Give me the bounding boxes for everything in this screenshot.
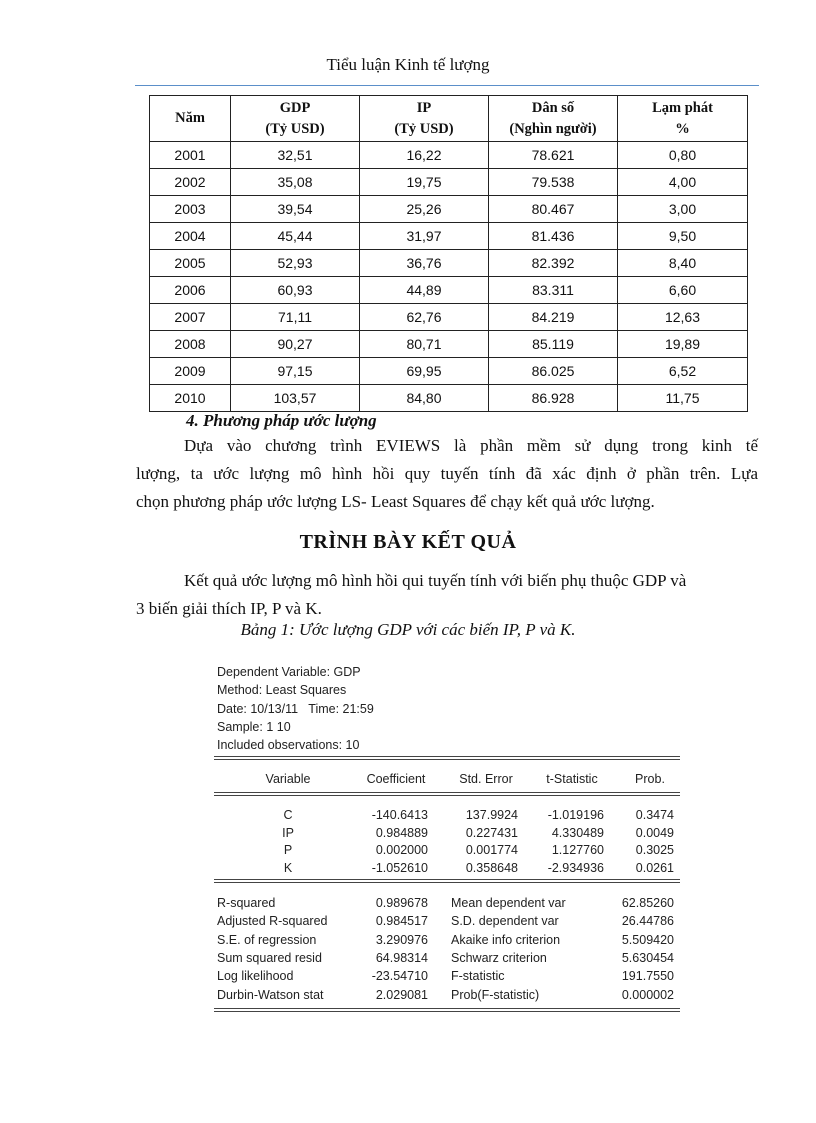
paragraph-line [136,488,758,516]
table-row [150,331,748,358]
cell-population: 85.119 [489,331,618,358]
summary-stat-row [0,894,816,912]
coef-col-header: Variable [265,772,311,786]
table-row [150,196,748,223]
table-row [150,223,748,250]
meta-line: Method: Least Squares [217,683,347,698]
col-header-label: Năm [175,110,205,126]
coefficient-row [0,859,816,877]
cell-gdp: 32,51 [231,142,360,169]
stat-value: 191.7550 [621,969,674,984]
stat-label: Akaike info criterion [451,932,561,947]
stat-value: 0.984517 [375,914,428,929]
line-text: Kết quả ước lượng mô hình hồi qui tuyến tính với biến phụ thuộc GDP và [184,571,687,590]
paragraph-line [136,432,758,460]
summary-stat-row [0,967,816,985]
cell-gdp: 90,27 [231,331,360,358]
paragraph-line [136,595,758,623]
coef-col-header: Coefficient [366,772,426,786]
stat-value: 62.85260 [621,896,674,910]
line-text: 3 biến giải thích IP, P và K. [136,599,322,618]
coefficient-row [0,806,816,824]
stat-value: -23.54710 [371,969,428,984]
cell-inflation: 9,50 [618,223,748,250]
col-header-unit: % [675,120,690,137]
coef-col-header: t-Statistic [546,772,598,786]
table-row [150,277,748,304]
cell-inflation: 12,63 [618,304,748,331]
table-caption: Bảng 1: Ước lượng GDP với các biến IP, P và K. [240,620,576,639]
paragraph-line [136,567,758,595]
cell-ip: 44,89 [360,277,489,304]
double-rule-top [214,756,680,760]
eviews-output-meta [217,663,683,754]
stat-value: 64.98314 [375,950,428,965]
stat-label: S.E. of regression [217,932,317,947]
col-header-label: Dân số [531,99,575,116]
col-header-unit: (Nghìn người) [509,120,597,137]
cell-year: 2006 [150,277,231,304]
coefficient-value: -1.052610 [371,860,428,875]
stat-label: Mean dependent var [451,896,566,910]
variable-name: K [283,860,293,875]
cell-inflation: 8,40 [618,250,748,277]
cell-year: 2002 [150,169,231,196]
table-body [150,142,748,412]
summary-stat-row [0,949,816,967]
cell-population: 80.467 [489,196,618,223]
prob-value: 0.0049 [635,825,674,840]
coefficient-value: 0.002000 [375,843,428,857]
cell-inflation: 3,00 [618,196,748,223]
double-rule-header [214,792,680,796]
cell-population: 81.436 [489,223,618,250]
cell-population: 84.219 [489,304,618,331]
coef-col-header: Std. Error [459,772,513,786]
variable-name: IP [282,825,294,840]
stat-label: Log likelihood [217,969,294,984]
coefficient-row [0,841,816,859]
col-header-population [489,96,618,142]
stat-value: 26.44786 [621,914,674,929]
variable-name: P [283,843,293,857]
stat-label: Adjusted R-squared [217,914,328,929]
std-error-value: 0.227431 [465,825,518,840]
stat-label: Durbin-Watson stat [217,987,324,1002]
stat-label: F-statistic [451,969,505,984]
cell-inflation: 19,89 [618,331,748,358]
coefficient-value: -140.6413 [371,808,428,822]
table-row [150,250,748,277]
cell-inflation: 11,75 [618,385,748,412]
cell-ip: 19,75 [360,169,489,196]
stat-value: 3.290976 [375,932,428,947]
col-header-label: Lạm phát [652,99,713,116]
cell-year: 2003 [150,196,231,223]
col-header-label: GDP [279,99,311,116]
cell-gdp: 71,11 [231,304,360,331]
table-header-row [150,96,748,142]
cell-year: 2004 [150,223,231,250]
header-rule [135,85,759,86]
cell-population: 86.928 [489,385,618,412]
t-statistic-value: 4.330489 [551,825,604,840]
table-row [150,358,748,385]
std-error-value: 0.001774 [465,843,518,857]
cell-ip: 25,26 [360,196,489,223]
cell-population: 79.538 [489,169,618,196]
stat-label: Schwarz criterion [451,950,547,965]
col-header-inflation [618,96,748,142]
stat-label: Prob(F-statistic) [451,987,540,1002]
table-row [150,304,748,331]
results-section-title: TRÌNH BÀY KẾT QUẢ [299,531,517,553]
coefficient-value: 0.984889 [375,825,428,840]
cell-gdp: 45,44 [231,223,360,250]
economic-data-table [149,95,748,412]
variable-name: C [283,808,293,822]
prob-value: 0.0261 [635,860,674,875]
stat-label: S.D. dependent var [451,914,559,929]
cell-inflation: 4,00 [618,169,748,196]
cell-ip: 31,97 [360,223,489,250]
col-header-unit: (Tỷ USD) [265,120,325,137]
stat-value: 5.630454 [621,950,674,965]
cell-year: 2005 [150,250,231,277]
std-error-value: 137.9924 [465,808,518,822]
coefficient-header-row [0,770,816,788]
cell-ip: 36,76 [360,250,489,277]
double-rule-bottom [214,1008,680,1012]
paragraph-results-intro [136,567,758,623]
cell-population: 78.621 [489,142,618,169]
prob-value: 0.3025 [635,843,674,857]
cell-inflation: 6,60 [618,277,748,304]
stat-label: Sum squared resid [217,950,322,965]
stat-value: 0.000002 [621,987,674,1002]
cell-population: 86.025 [489,358,618,385]
summary-stat-row [0,986,816,1004]
stat-value: 2.029081 [375,987,428,1002]
table-row [150,142,748,169]
t-statistic-value: -1.019196 [547,808,604,822]
stat-value: 5.509420 [621,932,674,947]
paragraph-line [136,460,758,488]
table-row [150,169,748,196]
section-heading-estimation-method: 4. Phương pháp ước lượng [186,411,377,430]
cell-ip: 80,71 [360,331,489,358]
page-header-title: Tiểu luận Kinh tế lượng [326,55,490,74]
meta-line: Sample: 1 10 [217,719,291,734]
line-text: chọn phương pháp ước lượng LS- Least Squares để chạy kết quả ước lượng. [136,492,655,511]
cell-ip: 84,80 [360,385,489,412]
cell-gdp: 39,54 [231,196,360,223]
col-header-gdp [231,96,360,142]
cell-ip: 16,22 [360,142,489,169]
col-header-ip [360,96,489,142]
prob-value: 0.3474 [635,808,674,822]
cell-population: 82.392 [489,250,618,277]
line-text: Dựa vào chương trình EVIEWS là phần mềm sử dụng trong kinh tế [184,436,758,455]
coef-col-header: Prob. [635,772,665,786]
line-text: lượng, ta ước lượng mô hình hồi quy tuyến tính đã xác định ở phần trên. Lựa [136,464,758,483]
std-error-value: 0.358648 [465,860,518,875]
meta-line: Date: 10/13/11 Time: 21:59 [217,701,374,716]
summary-stat-row [0,931,816,949]
cell-gdp: 52,93 [231,250,360,277]
table-row [150,385,748,412]
stat-label: R-squared [217,896,276,910]
paragraph-estimation-method [136,432,758,516]
cell-gdp: 60,93 [231,277,360,304]
cell-year: 2007 [150,304,231,331]
cell-gdp: 103,57 [231,385,360,412]
cell-year: 2009 [150,358,231,385]
col-header-year [150,96,231,142]
cell-inflation: 6,52 [618,358,748,385]
cell-ip: 69,95 [360,358,489,385]
cell-gdp: 97,15 [231,358,360,385]
cell-gdp: 35,08 [231,169,360,196]
col-header-unit: (Tỷ USD) [394,120,454,137]
cell-ip: 62,76 [360,304,489,331]
cell-year: 2010 [150,385,231,412]
cell-inflation: 0,80 [618,142,748,169]
t-statistic-value: 1.127760 [551,843,604,857]
meta-line: Dependent Variable: GDP [217,665,361,679]
double-rule-middle [214,879,680,883]
summary-stat-row [0,912,816,930]
col-header-label: IP [416,99,432,116]
t-statistic-value: -2.934936 [547,860,604,875]
cell-year: 2008 [150,331,231,358]
coefficient-row [0,824,816,842]
stat-value: 0.989678 [375,896,428,910]
cell-year: 2001 [150,142,231,169]
meta-line: Included observations: 10 [217,738,360,753]
cell-population: 83.311 [489,277,618,304]
